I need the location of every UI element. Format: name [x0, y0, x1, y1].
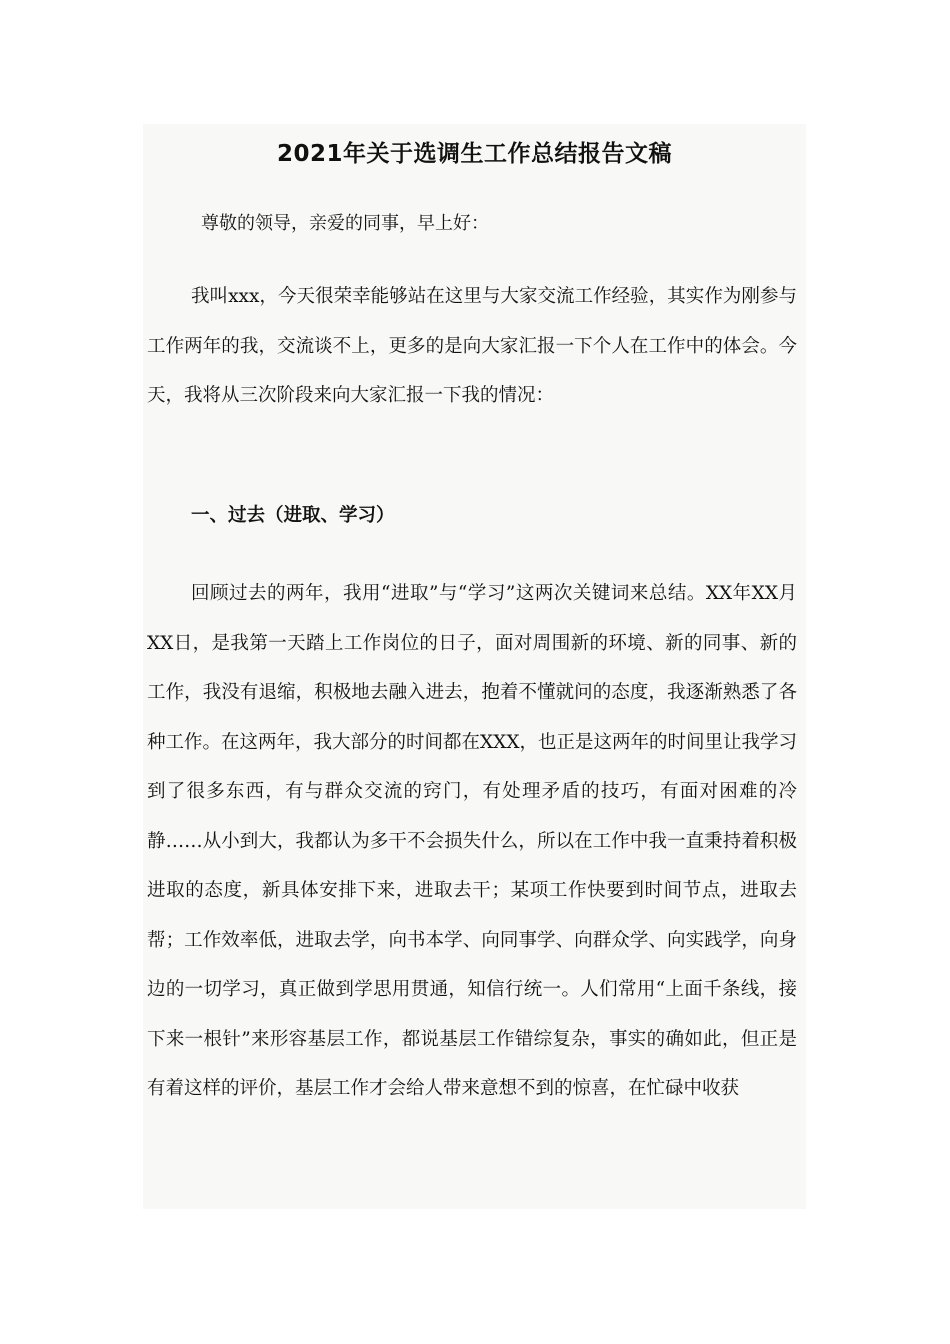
- document-page: [143, 124, 806, 1209]
- greeting-text: 尊敬的领导，亲爱的同事，早上好：: [201, 213, 489, 234]
- section-heading: 一、过去（进取、学习）: [191, 505, 395, 526]
- document-title: 2021年关于选调生工作总结报告文稿: [276, 141, 672, 167]
- intro-paragraph: 我叫xxx，今天很荣幸能够站在这里与大家交流工作经验，其实作为刚参与工作两年的我，交流谈不上，更多的是向大家汇报一下个人在工作中的体会。今天，我将从三次阶段来向大家汇报一下我的情况：: [147, 286, 797, 406]
- body-paragraph: 回顾过去的两年，我用“进取”与“学习”这两次关键词来总结。XX年XX月XX日，是我第一天踏上工作岗位的日子，面对周围新的环境、新的同事、新的工作，我没有退缩，积极地去融入进去，抱着不懂就问的态度，我逐渐熟悉了各种工作。在这两年，我大部分的时间都在XXX，也正是这两年的时间里让我学习到了很多东西，有与群众交流的窍门，有处理矛盾的技巧，有面对困难的冷静……从小到大，我都认为多干不会损失什么，所以在工作中我一直秉持着积极进取的态度，新具体安排下来，进取去干；某项工作快要到时间节点，进取去帮；工作效率低，进取去学，向书本学、向同事学、向群众学、向实践学，向身边的一切学习，真正做到学思用贯通，知信行统一。人们常用“上面千条线，接下来一根针”来形容基层工作，都说基层工作错综复杂，事实的确如此，但正是有着这样的评价，基层工作才会给人带来意想不到的惊喜，在忙碌中收获: [147, 583, 798, 1099]
